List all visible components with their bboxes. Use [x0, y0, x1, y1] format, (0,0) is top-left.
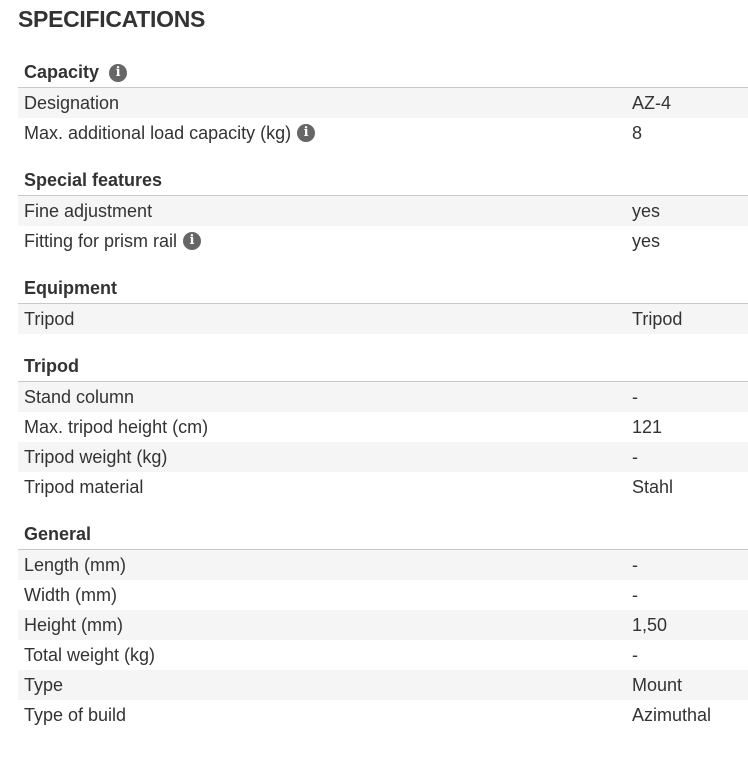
spec-group-tripod: [18, 352, 748, 502]
info-icon[interactable]: i: [109, 64, 127, 82]
spec-label-cell: [18, 93, 625, 114]
spec-label-cell: [18, 477, 625, 498]
spec-label-cell: [18, 585, 625, 606]
spec-value: Mount: [632, 674, 683, 695]
spec-label-cell: [18, 309, 625, 330]
group-title: General: [24, 524, 92, 544]
spec-label: Type of build: [24, 704, 127, 725]
spec-group-equipment: [18, 274, 748, 334]
spec-value: -: [632, 584, 638, 605]
spec-label: Designation: [24, 92, 120, 113]
spec-label-cell: [18, 645, 625, 666]
group-header: [18, 166, 748, 196]
spec-label: Tripod material: [24, 476, 144, 497]
spec-row: [18, 88, 748, 118]
spec-row: [18, 580, 748, 610]
info-icon[interactable]: i: [183, 232, 201, 250]
group-rows: [18, 304, 748, 334]
spec-value: -: [632, 386, 638, 407]
spec-value: yes: [632, 200, 661, 221]
spec-row: [18, 226, 748, 256]
spec-value: Tripod: [632, 308, 683, 329]
spec-label-cell: [18, 447, 625, 468]
spec-label-cell: [18, 555, 625, 576]
spec-label-cell: [18, 387, 625, 408]
spec-value: -: [632, 446, 638, 467]
spec-label: Max. tripod height (cm): [24, 416, 209, 437]
spec-row: [18, 610, 748, 640]
group-header: [18, 352, 748, 382]
spec-label: Height (mm): [24, 614, 124, 635]
spec-value: Stahl: [632, 476, 674, 497]
group-header: [18, 274, 748, 304]
group-rows: [18, 550, 748, 730]
spec-label-cell: [18, 123, 625, 144]
spec-row: [18, 118, 748, 148]
spec-label: Max. additional load capacity (kg): [24, 122, 292, 143]
group-rows: [18, 382, 748, 502]
spec-label: Width (mm): [24, 584, 117, 605]
spec-value: 121: [632, 416, 663, 437]
spec-group-capacity: [18, 58, 748, 148]
group-title: Equipment: [24, 278, 117, 298]
group-rows: [18, 196, 748, 256]
spec-group-special-features: [18, 166, 748, 256]
spec-row: [18, 196, 748, 226]
spec-label-cell: [18, 675, 625, 696]
spec-value: -: [632, 554, 638, 575]
spec-value: yes: [632, 230, 661, 251]
info-icon[interactable]: i: [297, 124, 315, 142]
spec-label: Fitting for prism rail: [24, 230, 178, 251]
spec-label-cell: [18, 201, 625, 222]
spec-value: 8: [632, 122, 643, 143]
spec-label: Tripod weight (kg): [24, 446, 168, 467]
spec-value: 1,50: [632, 614, 668, 635]
page-title: SPECIFICATIONS: [18, 6, 206, 32]
spec-value: Azimuthal: [632, 704, 712, 725]
group-header: [18, 58, 748, 88]
spec-label: Fine adjustment: [24, 200, 153, 221]
spec-label-cell: [18, 705, 625, 726]
group-title: Tripod: [24, 356, 79, 376]
group-header: [18, 520, 748, 550]
spec-row: [18, 304, 748, 334]
spec-label-cell: [18, 417, 625, 438]
spec-value: -: [632, 644, 638, 665]
spec-label: Length (mm): [24, 554, 127, 575]
spec-label-cell: [18, 231, 625, 252]
spec-value: AZ-4: [632, 92, 672, 113]
spec-row: [18, 670, 748, 700]
spec-row: [18, 700, 748, 730]
spec-table: [18, 58, 748, 730]
spec-label-cell: [18, 615, 625, 636]
spec-label: Stand column: [24, 386, 135, 407]
spec-label: Tripod: [24, 308, 75, 329]
spec-row: [18, 412, 748, 442]
spec-label: Type: [24, 674, 64, 695]
spec-row: [18, 550, 748, 580]
group-title: Special features: [24, 170, 163, 190]
group-title: Capacity: [24, 62, 100, 82]
group-rows: [18, 88, 748, 148]
spec-row: [18, 472, 748, 502]
spec-group-general: [18, 520, 748, 730]
spec-row: [18, 382, 748, 412]
spec-row: [18, 442, 748, 472]
spec-row: [18, 640, 748, 670]
spec-label: Total weight (kg): [24, 644, 156, 665]
